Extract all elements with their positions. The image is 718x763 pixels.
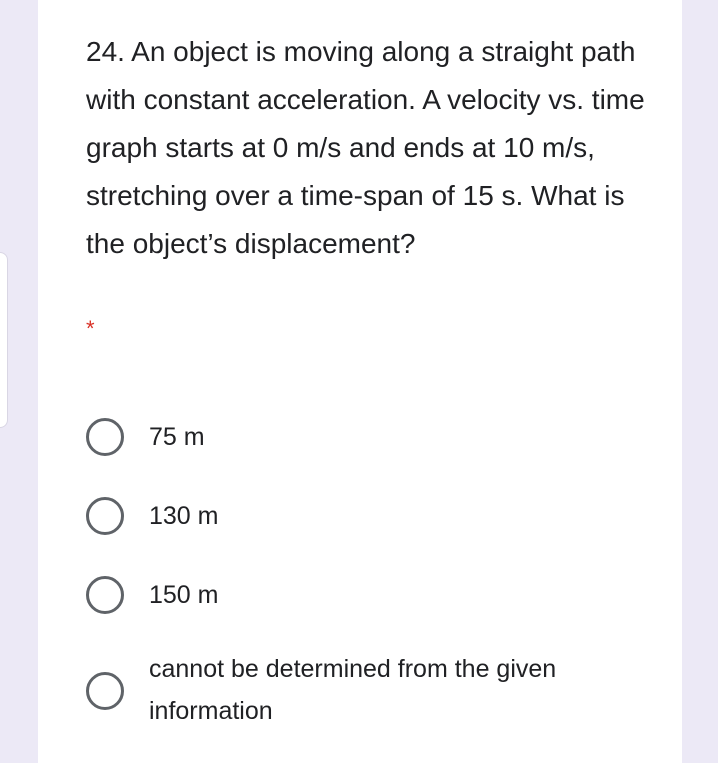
option-label: 130 m <box>149 502 219 530</box>
radio-button[interactable] <box>86 497 124 535</box>
question-text: 24. An object is moving along a straight path with constant acceleration. A velocity vs. time graph starts at 0 m/s and ends at 10 m/s, stretching over a time-span of 15 s. What is the object’s displacement? <box>86 36 645 259</box>
radio-button[interactable] <box>86 672 124 710</box>
radio-button[interactable] <box>86 418 124 456</box>
option-label: 150 m <box>149 581 219 609</box>
option-label: 75 m <box>149 423 205 451</box>
option-130m[interactable] <box>86 495 646 537</box>
left-edge-tab <box>0 252 8 428</box>
radio-button[interactable] <box>86 576 124 614</box>
question-card <box>38 0 682 763</box>
required-asterisk: * <box>86 316 95 341</box>
option-cannot-be-determined[interactable] <box>86 648 646 732</box>
right-margin-background <box>682 0 718 763</box>
option-75m[interactable] <box>86 416 646 458</box>
option-label: cannot be determined from the given information <box>149 655 557 725</box>
option-150m[interactable] <box>86 574 646 616</box>
